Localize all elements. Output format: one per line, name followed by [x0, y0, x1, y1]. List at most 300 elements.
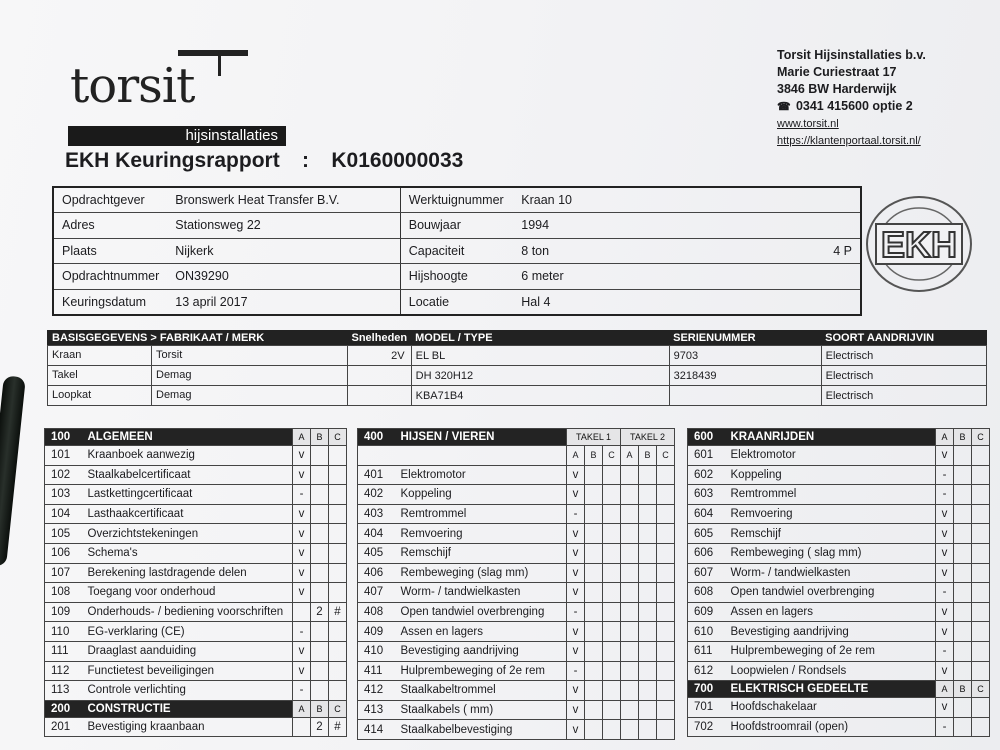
- check-c: [329, 485, 347, 505]
- item-number: 101: [45, 446, 85, 466]
- item-number: 607: [688, 563, 728, 583]
- item-number: 109: [45, 602, 85, 622]
- check-b: [954, 583, 972, 603]
- check-row: [358, 504, 675, 524]
- item-label: Hoofdstroomrail (open): [728, 717, 936, 737]
- check-a: v: [567, 641, 585, 661]
- check-b: [954, 563, 972, 583]
- drive-value: Electrisch: [821, 346, 986, 366]
- check-c: [329, 504, 347, 524]
- check-row: [358, 681, 675, 701]
- check-a: -: [293, 622, 311, 642]
- item-label: Remtrommel: [398, 504, 567, 524]
- item-label: Remschijf: [398, 543, 567, 563]
- check-empty: [585, 524, 603, 544]
- check-row: [45, 717, 347, 737]
- brand-name: Demag: [156, 389, 192, 401]
- check-empty: [639, 602, 657, 622]
- check-a: v: [567, 681, 585, 701]
- check-a: v: [293, 583, 311, 603]
- check-a: A: [293, 429, 311, 446]
- check-empty: [585, 641, 603, 661]
- check-row: [688, 543, 990, 563]
- company-name: Torsit Hijsinstallaties b.v.: [777, 48, 926, 62]
- check-empty: [621, 700, 639, 720]
- check-b: B: [311, 700, 329, 717]
- check-empty: [657, 720, 675, 740]
- check-empty: [657, 504, 675, 524]
- basic-data-row: [48, 386, 987, 406]
- check-a: v: [293, 661, 311, 681]
- check-empty: [621, 485, 639, 505]
- check-row: [358, 465, 675, 485]
- check-a: v: [936, 661, 954, 681]
- col-drive: SOORT AANDRIJVIN: [821, 331, 986, 346]
- drive-value: Electrisch: [821, 366, 986, 386]
- check-b: [954, 543, 972, 563]
- sub-column-label: A: [621, 446, 639, 466]
- check-empty: [657, 485, 675, 505]
- check-a: v: [936, 504, 954, 524]
- blank-cell: [398, 446, 567, 466]
- check-a: [293, 717, 311, 737]
- check-a: v: [567, 485, 585, 505]
- check-c: C: [329, 700, 347, 717]
- check-empty: [639, 504, 657, 524]
- check-empty: [603, 583, 621, 603]
- check-b: [311, 681, 329, 701]
- client-value: 13 april 2017: [167, 289, 400, 315]
- client-label: Adres: [53, 213, 167, 239]
- item-number: 413: [358, 700, 398, 720]
- item-number: 612: [688, 661, 728, 681]
- check-empty: [585, 622, 603, 642]
- section-header: [45, 700, 347, 717]
- check-c: [972, 717, 990, 737]
- check-row: [45, 504, 347, 524]
- check-empty: [603, 602, 621, 622]
- check-a: v: [567, 543, 585, 563]
- machine-value: 6 meter: [513, 264, 713, 290]
- check-empty: [621, 465, 639, 485]
- check-c: [972, 641, 990, 661]
- item-number: 108: [45, 583, 85, 603]
- check-a: -: [936, 717, 954, 737]
- serial-value: [669, 386, 821, 406]
- client-label: Keuringsdatum: [53, 289, 167, 315]
- item-number: 400: [358, 429, 398, 446]
- check-empty: [585, 563, 603, 583]
- serial-value: 9703: [669, 346, 821, 366]
- item-number: 601: [688, 446, 728, 466]
- check-row: [45, 524, 347, 544]
- item-label: Remvoering: [728, 504, 936, 524]
- check-empty: [639, 485, 657, 505]
- drive-value: Electrisch: [821, 386, 986, 406]
- check-empty: [603, 504, 621, 524]
- check-row: [45, 446, 347, 466]
- item-number: 103: [45, 485, 85, 505]
- check-c: [329, 641, 347, 661]
- check-empty: [621, 720, 639, 740]
- check-row: [358, 720, 675, 740]
- check-row: [688, 583, 990, 603]
- check-row: [45, 485, 347, 505]
- check-empty: [585, 700, 603, 720]
- customer-portal-link[interactable]: https://klantenportaal.torsit.nl/: [777, 135, 921, 147]
- check-row: [45, 661, 347, 681]
- model-value: KBA71B4: [411, 386, 669, 406]
- item-label: Kraanboek aanwezig: [85, 446, 293, 466]
- item-number: 700: [688, 681, 728, 698]
- item-label: Staalkabelcertificaat: [85, 465, 293, 485]
- check-b: [311, 446, 329, 466]
- crane-hook-icon: [218, 54, 221, 76]
- component-name: Kraan: [48, 346, 152, 365]
- check-a: v: [936, 622, 954, 642]
- item-number: 112: [45, 661, 85, 681]
- item-label: Draaglast aanduiding: [85, 641, 293, 661]
- check-row: [45, 602, 347, 622]
- check-c: C: [329, 429, 347, 446]
- item-number: 604: [688, 504, 728, 524]
- item-number: 104: [45, 504, 85, 524]
- client-label: Opdrachtnummer: [53, 264, 167, 290]
- check-empty: [657, 524, 675, 544]
- subheader-row: [358, 446, 675, 466]
- item-label: Functietest beveiligingen: [85, 661, 293, 681]
- check-empty: [621, 504, 639, 524]
- check-empty: [603, 641, 621, 661]
- check-c: [972, 485, 990, 505]
- check-row: [688, 465, 990, 485]
- check-a: v: [293, 543, 311, 563]
- takel-2-header: TAKEL 2: [621, 429, 675, 446]
- check-empty: [585, 485, 603, 505]
- check-c: [329, 543, 347, 563]
- item-label: Remtrommel: [728, 485, 936, 505]
- item-number: 609: [688, 602, 728, 622]
- item-number: 410: [358, 641, 398, 661]
- sub-column-label: B: [585, 446, 603, 466]
- col-serial: SERIENUMMER: [669, 331, 821, 346]
- crane-beam-icon: [178, 50, 248, 56]
- check-c: [972, 504, 990, 524]
- check-b: 2: [311, 717, 329, 737]
- check-row: [688, 524, 990, 544]
- col-brand: BASISGEGEVENS > FABRIKAAT / MERK: [48, 331, 348, 346]
- item-label: HIJSEN / VIEREN: [398, 429, 567, 446]
- company-street: Marie Curiestraat 17: [777, 65, 897, 79]
- section-header: [358, 429, 675, 446]
- machine-value: Hal 4: [513, 289, 713, 315]
- item-label: Toegang voor onderhoud: [85, 583, 293, 603]
- machine-value: 1994: [513, 213, 713, 239]
- check-row: [688, 717, 990, 737]
- item-label: Overzichtstekeningen: [85, 524, 293, 544]
- check-row: [688, 446, 990, 466]
- item-number: 701: [688, 698, 728, 718]
- check-row: [688, 661, 990, 681]
- check-b: [954, 446, 972, 466]
- item-label: Staalkabelbevestiging: [398, 720, 567, 740]
- client-extra: [713, 264, 861, 290]
- check-row: [358, 583, 675, 603]
- checklist-general: [44, 428, 347, 737]
- item-label: Lasthaakcertificaat: [85, 504, 293, 524]
- item-label: Worm- / tandwielkasten: [398, 583, 567, 603]
- company-city: 3846 BW Harderwijk: [777, 82, 897, 96]
- check-a: -: [567, 602, 585, 622]
- check-c: [329, 465, 347, 485]
- model-value: EL BL: [411, 346, 669, 366]
- check-row: [45, 583, 347, 603]
- item-number: 600: [688, 429, 728, 446]
- check-c: [329, 524, 347, 544]
- check-b: [311, 661, 329, 681]
- check-a: v: [936, 446, 954, 466]
- item-number: 603: [688, 485, 728, 505]
- item-number: 100: [45, 429, 85, 446]
- check-empty: [603, 465, 621, 485]
- check-empty: [585, 583, 603, 603]
- check-empty: [603, 622, 621, 642]
- sub-column-label: B: [639, 446, 657, 466]
- item-label: Remschijf: [728, 524, 936, 544]
- company-website-link[interactable]: www.torsit.nl: [777, 118, 839, 130]
- report-number: K0160000033: [331, 149, 464, 172]
- check-b: [954, 641, 972, 661]
- check-empty: [585, 661, 603, 681]
- machine-value: Kraan 10: [513, 187, 713, 213]
- item-number: 102: [45, 465, 85, 485]
- check-b: B: [311, 429, 329, 446]
- check-empty: [621, 681, 639, 701]
- check-empty: [657, 543, 675, 563]
- speeds-value: [348, 386, 412, 406]
- check-empty: [639, 543, 657, 563]
- item-label: Bevestiging aandrijving: [398, 641, 567, 661]
- check-empty: [621, 524, 639, 544]
- item-label: Assen en lagers: [728, 602, 936, 622]
- check-empty: [621, 622, 639, 642]
- item-label: Worm- / tandwielkasten: [728, 563, 936, 583]
- check-empty: [657, 563, 675, 583]
- check-row: [688, 698, 990, 718]
- item-number: 405: [358, 543, 398, 563]
- svg-text:EKH: EKH: [880, 224, 958, 265]
- check-empty: [657, 641, 675, 661]
- item-label: KRAANRIJDEN: [728, 429, 936, 446]
- company-phone-line: [777, 98, 926, 116]
- check-a: A: [293, 700, 311, 717]
- check-row: [688, 641, 990, 661]
- check-a: v: [567, 524, 585, 544]
- item-label: Elektromotor: [398, 465, 567, 485]
- check-c: [972, 524, 990, 544]
- section-header: [688, 681, 990, 698]
- check-empty: [621, 641, 639, 661]
- item-label: Hulprembeweging of 2e rem: [398, 661, 567, 681]
- logo-word: torsit: [70, 58, 195, 114]
- check-c: [972, 698, 990, 718]
- check-empty: [603, 524, 621, 544]
- check-c: [972, 583, 990, 603]
- check-b: [954, 698, 972, 718]
- item-label: Rembeweging ( slag mm): [728, 543, 936, 563]
- check-row: [45, 543, 347, 563]
- client-value: Bronswerk Heat Transfer B.V.: [167, 187, 400, 213]
- check-b: [954, 622, 972, 642]
- item-number: 110: [45, 622, 85, 642]
- check-row: [688, 504, 990, 524]
- component-name: Takel: [48, 366, 152, 385]
- check-b: [311, 622, 329, 642]
- check-empty: [585, 465, 603, 485]
- item-label: Koppeling: [398, 485, 567, 505]
- check-b: [311, 583, 329, 603]
- check-a: v: [293, 641, 311, 661]
- client-extra: [713, 187, 861, 213]
- component-name: Loopkat: [48, 386, 152, 405]
- sub-column-label: C: [657, 446, 675, 466]
- item-label: Staalkabels ( mm): [398, 700, 567, 720]
- client-row: [53, 264, 861, 290]
- check-a: v: [567, 583, 585, 603]
- title-colon: :: [302, 149, 310, 172]
- check-b: [954, 504, 972, 524]
- check-empty: [639, 720, 657, 740]
- blank-cell: [358, 446, 398, 466]
- item-number: 107: [45, 563, 85, 583]
- check-empty: [639, 563, 657, 583]
- sub-column-label: C: [603, 446, 621, 466]
- check-a: v: [567, 563, 585, 583]
- check-a: v: [293, 446, 311, 466]
- report-title: [65, 149, 463, 173]
- machine-label: Bouwjaar: [400, 213, 513, 239]
- check-row: [688, 622, 990, 642]
- check-b: [311, 485, 329, 505]
- check-a: v: [936, 563, 954, 583]
- check-row: [358, 602, 675, 622]
- check-empty: [603, 700, 621, 720]
- check-a: -: [293, 485, 311, 505]
- check-a: v: [293, 465, 311, 485]
- item-number: 404: [358, 524, 398, 544]
- check-empty: [585, 602, 603, 622]
- check-empty: [621, 602, 639, 622]
- check-a: -: [293, 681, 311, 701]
- check-c: [972, 602, 990, 622]
- check-c: [329, 446, 347, 466]
- check-row: [358, 622, 675, 642]
- item-number: 105: [45, 524, 85, 544]
- item-number: 702: [688, 717, 728, 737]
- item-label: ALGEMEEN: [85, 429, 293, 446]
- section-header: [688, 429, 990, 446]
- check-row: [45, 641, 347, 661]
- check-c: C: [972, 681, 990, 698]
- check-b: B: [954, 681, 972, 698]
- item-number: 200: [45, 700, 85, 717]
- check-empty: [657, 622, 675, 642]
- check-a: -: [936, 641, 954, 661]
- client-extra: [713, 289, 861, 315]
- item-number: 106: [45, 543, 85, 563]
- brand-cell: [48, 346, 348, 366]
- item-number: 113: [45, 681, 85, 701]
- check-row: [358, 661, 675, 681]
- check-empty: [603, 661, 621, 681]
- check-c: [972, 622, 990, 642]
- check-a: -: [936, 583, 954, 603]
- check-a: v: [567, 700, 585, 720]
- check-b: [311, 524, 329, 544]
- pen: [0, 375, 26, 566]
- check-a: A: [936, 429, 954, 446]
- check-empty: [657, 583, 675, 603]
- brand-cell: [48, 366, 348, 386]
- check-row: [688, 602, 990, 622]
- check-a: v: [293, 504, 311, 524]
- check-b: [311, 641, 329, 661]
- check-a: v: [936, 524, 954, 544]
- check-c: [329, 563, 347, 583]
- check-empty: [621, 563, 639, 583]
- check-b: [954, 661, 972, 681]
- item-number: 401: [358, 465, 398, 485]
- item-label: Hulprembeweging of 2e rem: [728, 641, 936, 661]
- check-empty: [621, 583, 639, 603]
- col-model: MODEL / TYPE: [411, 331, 669, 346]
- client-row: [53, 289, 861, 315]
- check-a: [293, 602, 311, 622]
- machine-label: Werktuignummer: [400, 187, 513, 213]
- check-row: [358, 641, 675, 661]
- col-speeds: Snelheden: [348, 331, 412, 346]
- item-number: 606: [688, 543, 728, 563]
- phone-icon: ☎: [777, 101, 791, 113]
- item-label: CONSTRUCTIE: [85, 700, 293, 717]
- item-number: 414: [358, 720, 398, 740]
- check-empty: [657, 700, 675, 720]
- check-a: v: [936, 698, 954, 718]
- check-b: [311, 543, 329, 563]
- check-c: [972, 446, 990, 466]
- item-label: Bevestiging aandrijving: [728, 622, 936, 642]
- check-c: [329, 661, 347, 681]
- check-row: [45, 681, 347, 701]
- item-label: Lastkettingcertificaat: [85, 485, 293, 505]
- client-extra: 4 P: [713, 238, 861, 264]
- item-label: Berekening lastdragende delen: [85, 563, 293, 583]
- basic-data-row: [48, 346, 987, 366]
- item-number: 608: [688, 583, 728, 603]
- item-number: 611: [688, 641, 728, 661]
- item-number: 610: [688, 622, 728, 642]
- ekh-badge-icon: [864, 194, 974, 294]
- client-extra: [713, 213, 861, 239]
- check-a: v: [293, 524, 311, 544]
- check-b: B: [954, 429, 972, 446]
- check-a: -: [936, 465, 954, 485]
- item-number: 408: [358, 602, 398, 622]
- check-c: #: [329, 717, 347, 737]
- check-row: [358, 543, 675, 563]
- check-empty: [639, 700, 657, 720]
- check-c: [972, 543, 990, 563]
